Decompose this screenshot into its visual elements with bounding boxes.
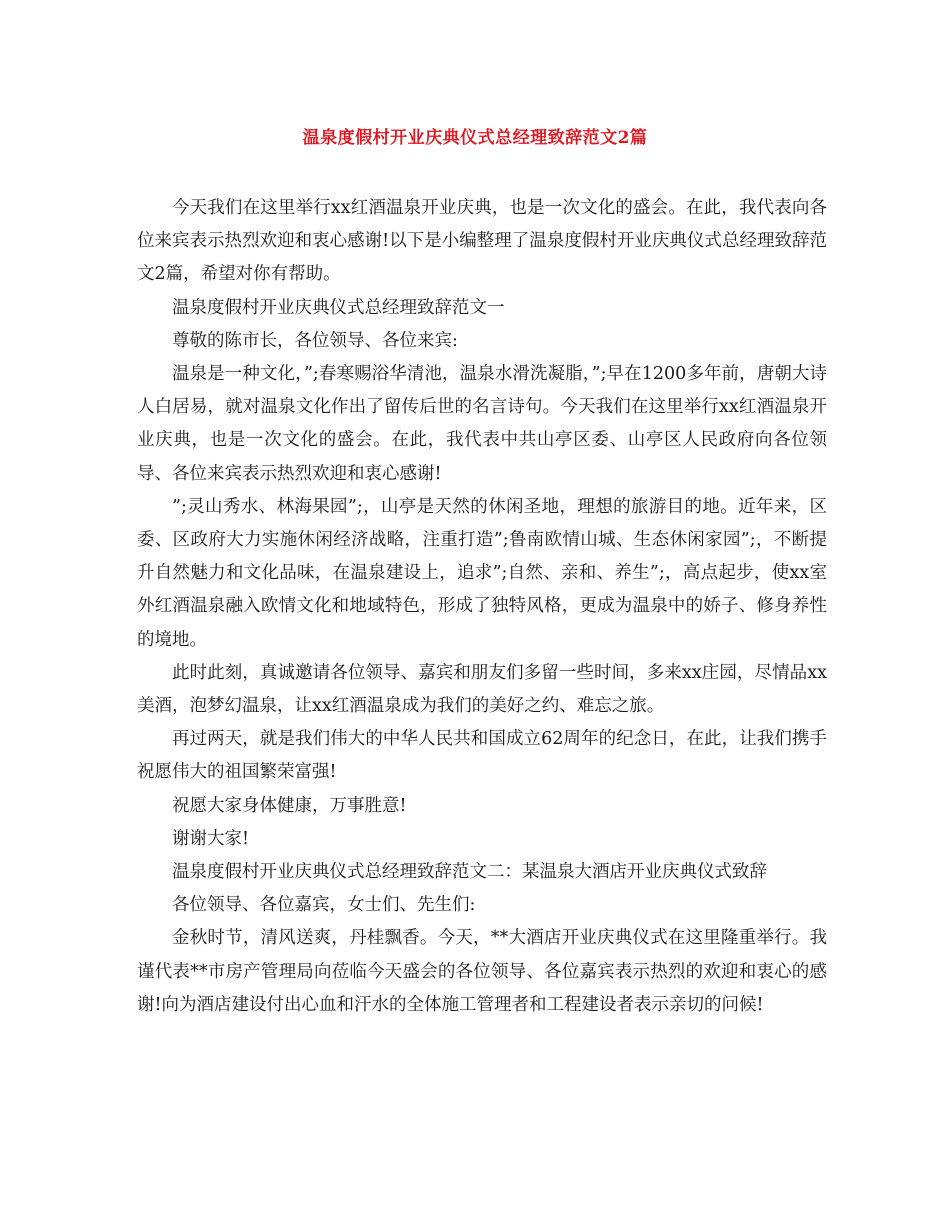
paragraph-scenery: ”;灵山秀水、林海果园”;，山亭是天然的休闲圣地，理想的旅游目的地。近年来，区委、区政府大力实施休闲经济战略，注重打造”;鲁南欧情山城、生态休闲家园”;，不断提升自然魅力和文化品味，在温泉建设上，追求”;自然、亲和、养生”;，高点起步，使xx室外红酒温泉融入欧情文化和地域特色，形成了独特风格，更成为温泉中的娇子、修身养性的境地。 [137,496,827,650]
paragraph-heading-one: 温泉度假村开业庆典仪式总经理致辞范文一 [172,297,505,318]
paragraph-intro: 今天我们在这里举行xx红酒温泉开业庆典，也是一次文化的盛会。在此，我代表向各位来宾表示热烈欢迎和衷心感谢!以下是小编整理了温泉度假村开业庆典仪式总经理致辞范文2篇，希望对你有帮助。 [137,198,827,285]
document-title: 温泉度假村开业庆典仪式总经理致辞范文2篇 [302,128,648,148]
paragraph-heading-two: 温泉度假村开业庆典仪式总经理致辞范文二：某温泉大酒店开业庆典仪式致辞 [172,862,767,883]
paragraph-opening: 金秋时节，清风送爽，丹桂飘香。今天，**大酒店开业庆典仪式在这里隆重举行。我谨代表**市房产管理局向莅临今天盛会的各位领导、各位嘉宾表示热烈的欢迎和衷心的感谢!向为酒店建设付出心血和汗水的全体施工管理者和工程建设者表示亲切的问候! [137,928,827,1015]
document-body [137,192,827,1022]
paragraph-invitation: 此时此刻，真诚邀请各位领导、嘉宾和朋友们多留一些时间，多来xx庄园，尽情品xx美酒，泡梦幻温泉，让xx红酒温泉成为我们的美好之约、难忘之旅。 [137,662,827,717]
paragraph-anniversary: 再过两天，就是我们伟大的中华人民共和国成立62周年的纪念日，在此，让我们携手祝愿伟大的祖国繁荣富强! [137,729,827,783]
paragraph-salutation-two: 各位领导、各位嘉宾，女士们、先生们: [172,895,476,916]
paragraph-culture: 温泉是一种文化，”;春寒赐浴华清池，温泉水滑洗凝脂，”;早在1200多年前，唐朝大诗人白居易，就对温泉文化作出了留传后世的名言诗句。今天我们在这里举行xx红酒温泉开业庆典，也是一次文化的盛会。在此，我代表中共山亭区委、山亭区人民政府向各位领导、各位来宾表示热烈欢迎和衷心感谢! [137,364,827,484]
paragraph-thanks: 谢谢大家! [172,828,250,849]
paragraph-wishes: 祝愿大家身体健康，万事胜意! [172,795,407,816]
paragraph-salutation-one: 尊敬的陈市长，各位领导、各位来宾: [172,330,458,351]
